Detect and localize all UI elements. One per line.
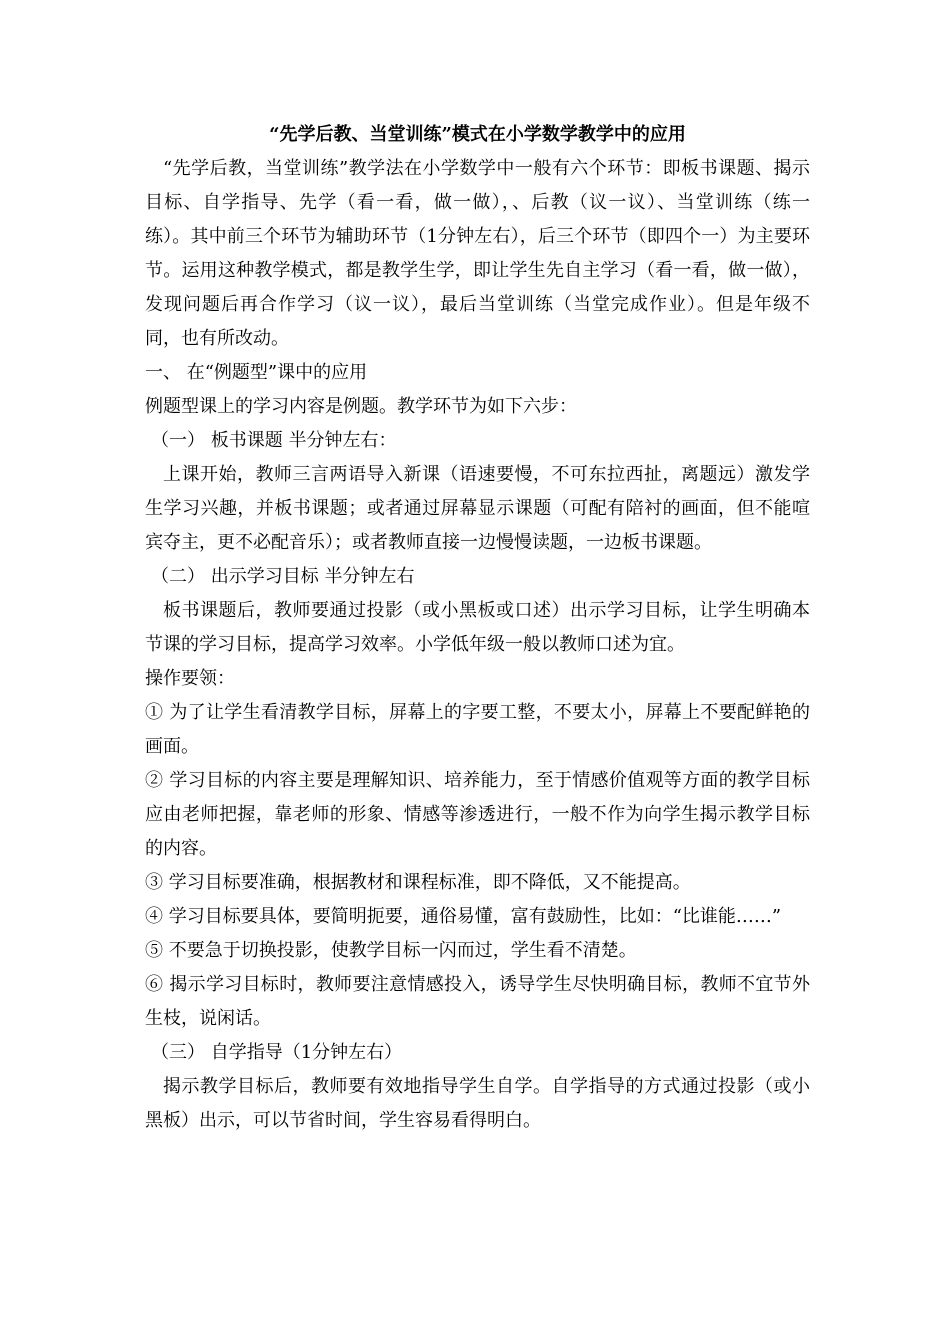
step3-paragraph: 揭示教学目标后，教师要有效地指导学生自学。自学指导的方式通过投影（或小黑板）出示，可以节省时间，学生容易看得明白。 [145, 1076, 810, 1131]
operation-item-2: ② 学习目标的内容主要是理解知识、培养能力，至于情感价值观等方面的教学目标应由老师把握，靠老师的形象、情感等渗透进行，一般不作为向学生揭示教学目标的内容。 [145, 770, 810, 859]
operation-item-4: ④ 学习目标要具体，要简明扼要，通俗易懂，富有鼓励性，比如：“比谁能……” [145, 906, 782, 927]
operations-heading: 操作要领： [145, 668, 235, 689]
document-page [145, 118, 810, 1138]
step1-heading: （一） 板书课题 半分钟左右： [151, 430, 397, 451]
operation-item-6: ⑥ 揭示学习目标时，教师要注意情感投入，诱导学生尽快明确目标，教师不宜节外生枝，说闲话。 [145, 974, 810, 1029]
operation-item-1: ① 为了让学生看清教学目标，屏幕上的字要工整，不要太小，屏幕上不要配鲜艳的画面。 [145, 702, 810, 757]
step3-heading: （三） 自学指导（1分钟左右） [151, 1042, 403, 1063]
document-title: “先学后教、当堂训练”模式在小学数学教学中的应用 [269, 124, 686, 145]
step2-heading: （二） 出示学习目标 半分钟左右 [151, 566, 415, 587]
operation-item-5: ⑤ 不要急于切换投影，使教学目标一闪而过，学生看不清楚。 [145, 940, 637, 961]
intro-paragraph: “先学后教，当堂训练”教学法在小学数学中一般有六个环节：即板书课题、揭示目标、自学指导、先学（看一看，做一做），、后教（议一议）、当堂训练（练一练）。其中前三个环节为辅助环节（1分钟左右），后三个环节（即四个一）为主要环节。运用这种教学模式，都是教学生学，即让学生先自主学习（看一看，做一做），发现问题后再合作学习（议一议），最后当堂训练（当堂完成作业）。但是年级不同，也有所改动。 [145, 158, 810, 349]
section1-intro: 例题型课上的学习内容是例题。教学环节为如下六步： [145, 396, 577, 417]
step1-paragraph: 上课开始，教师三言两语导入新课（语速要慢，不可东拉西扯，离题远）激发学生学习兴趣，并板书课题；或者通过屏幕显示课题（可配有陪衬的画面，但不能喧宾夺主，更不必配音乐）；或者教师直接一边慢慢读题，一边板书课题。 [145, 464, 810, 553]
section1-heading: 一、 在“例题型”课中的应用 [145, 362, 368, 383]
operation-item-3: ③ 学习目标要准确，根据教材和课程标准，即不降低，又不能提高。 [145, 872, 691, 893]
step2-paragraph: 板书课题后，教师要通过投影（或小黑板或口述）出示学习目标，让学生明确本节课的学习目标，提高学习效率。小学低年级一般以教师口述为宜。 [145, 600, 810, 655]
